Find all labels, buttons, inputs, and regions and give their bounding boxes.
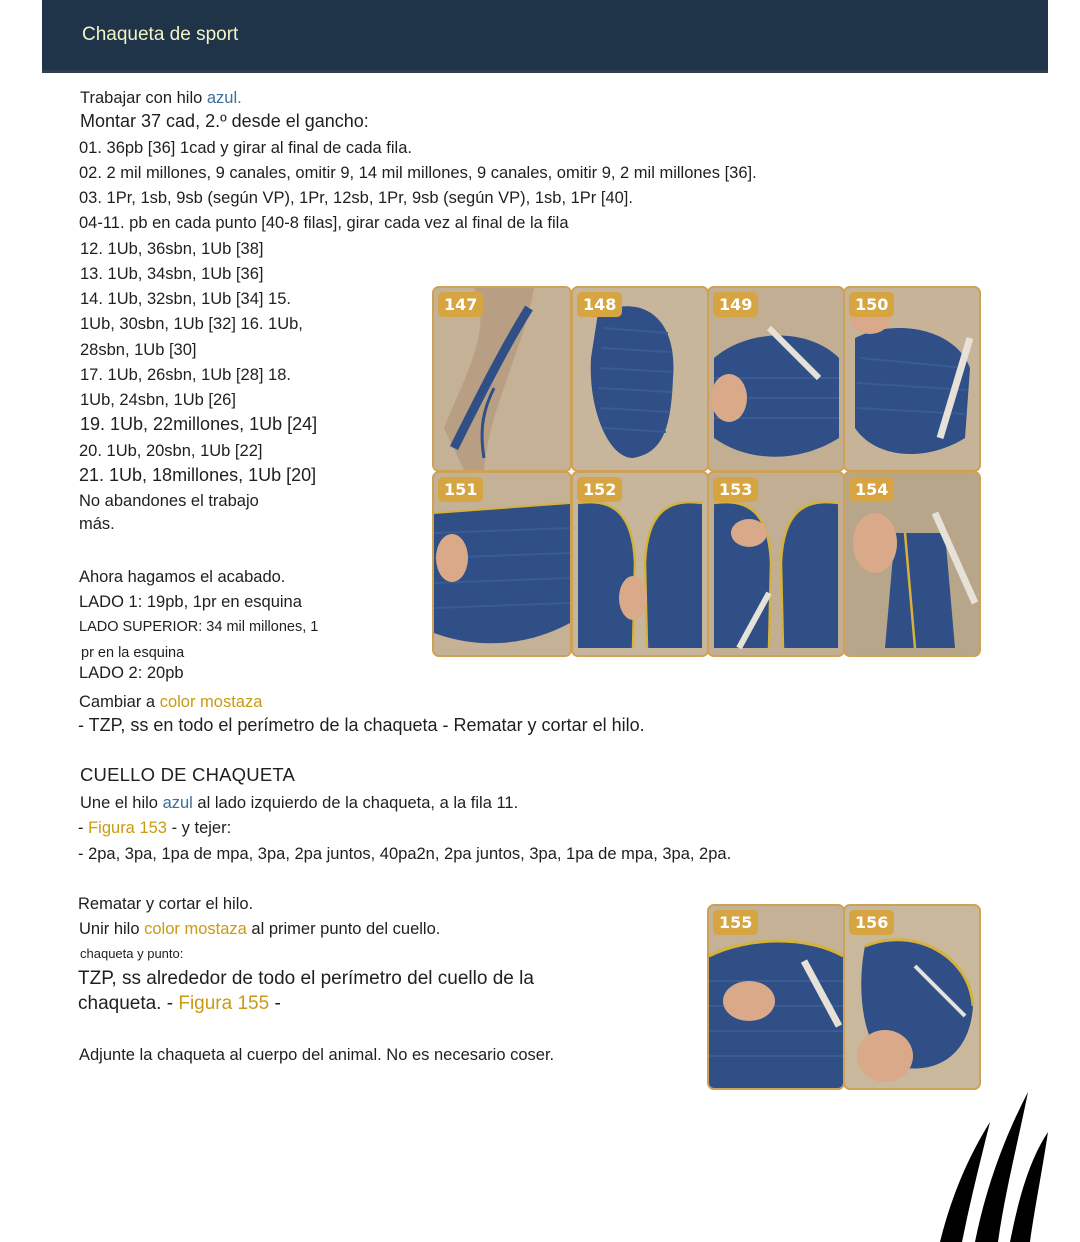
figure-badge: 156: [849, 910, 894, 935]
finish-side2: LADO 2: 20pb: [79, 664, 184, 682]
figure-badge: 155: [713, 910, 758, 935]
figure-badge: 153: [713, 477, 758, 502]
row-line: 13. 1Ub, 34sbn, 1Ub [36]: [80, 265, 264, 283]
collar-small-note: chaqueta y punto:: [80, 946, 184, 961]
figure-badge: 154: [849, 477, 894, 502]
figure-badge: 149: [713, 292, 758, 317]
color-mostaza: color mostaza: [159, 693, 263, 711]
row-line: 03. 1Pr, 1sb, 9sb (según VP), 1Pr, 12sb, 1Pr, 9sb (según VP), 1sb, 1Pr [40].: [79, 189, 633, 207]
row-line: 01. 36pb [36] 1cad y girar al final de cada fila.: [79, 139, 412, 157]
cast-on-line: Montar 37 cad, 2.º desde el gancho:: [80, 111, 369, 131]
page-title: Chaqueta de sport: [82, 24, 239, 45]
claw-marks-icon: [910, 1062, 1050, 1242]
tzp-line: - TZP, ss en todo el perímetro de la chaqueta - Rematar y cortar el hilo.: [78, 715, 645, 735]
figure-badge: 151: [438, 477, 483, 502]
color-azul: azul.: [206, 89, 242, 107]
figure-photo: [843, 471, 981, 657]
row-line: 21. 1Ub, 18millones, 1Ub [20]: [79, 465, 317, 485]
figure-photo: [843, 286, 981, 472]
collar-join: Une el hilo azul al lado izquierdo de la chaqueta, a la fila 11.: [80, 794, 519, 812]
figure-badge: 152: [577, 477, 622, 502]
collar-unir: Unir hilo color mostaza al primer punto del cuello.: [79, 920, 441, 938]
finish-top-a: LADO SUPERIOR: 34 mil millones, 1: [79, 619, 319, 635]
change-color-line: Cambiar a color mostaza: [79, 693, 263, 711]
finish-side1: LADO 1: 19pb, 1pr en esquina: [79, 593, 302, 611]
collar-heading: CUELLO DE CHAQUETA: [80, 764, 296, 785]
row-line: 28sbn, 1Ub [30]: [80, 341, 197, 359]
row-line: 17. 1Ub, 26sbn, 1Ub [28] 18.: [80, 366, 291, 384]
figure-photo: [571, 471, 709, 657]
collar-stitches: - 2pa, 3pa, 1pa de mpa, 3pa, 2pa juntos, 40pa2n, 2pa juntos, 3pa, 1pa de mpa, 3pa, 2pa.: [78, 845, 732, 863]
figure-photo: [707, 904, 845, 1090]
finish-top-b: pr en la esquina: [81, 645, 185, 661]
finish-intro: Ahora hagamos el acabado.: [79, 568, 286, 586]
collar-tzp-b: chaqueta. - Figura 155 -: [78, 993, 281, 1014]
figure-photo: [707, 471, 845, 657]
row-line: 02. 2 mil millones, 9 canales, omitir 9, 14 mil millones, 9 canales, omitir 9, 2 mil millones [36].: [79, 164, 757, 182]
row-line: 14. 1Ub, 32sbn, 1Ub [34] 15.: [80, 290, 291, 308]
row-line: 1Ub, 30sbn, 1Ub [32] 16. 1Ub,: [80, 315, 303, 333]
collar-attach: Adjunte la chaqueta al cuerpo del animal. No es necesario coser.: [79, 1046, 555, 1064]
header-bar: [42, 0, 1048, 73]
figure-badge: 147: [438, 292, 483, 317]
collar-figure-ref: - Figura 153 - y tejer:: [78, 819, 232, 837]
row-line: 19. 1Ub, 22millones, 1Ub [24]: [80, 414, 318, 434]
figure-photo: [432, 471, 572, 657]
row-line: 1Ub, 24sbn, 1Ub [26]: [80, 391, 236, 409]
figure-photo: [571, 286, 709, 472]
row-line: 12. 1Ub, 36sbn, 1Ub [38]: [80, 240, 264, 258]
collar-tzp-a: TZP, ss alrededor de todo el perímetro del cuello de la: [78, 968, 534, 989]
row-line: 20. 1Ub, 20sbn, 1Ub [22]: [79, 442, 263, 460]
figure-badge: 148: [577, 292, 622, 317]
figure-photo: [432, 286, 572, 472]
work-color-line: Trabajar con hilo azul.: [80, 89, 242, 107]
figure-photo: [707, 286, 845, 472]
row-line: más.: [79, 515, 115, 533]
figure-badge: 150: [849, 292, 894, 317]
row-line: No abandones el trabajo: [79, 492, 259, 510]
collar-fasten: Rematar y cortar el hilo.: [78, 895, 254, 913]
row-line: 04-11. pb en cada punto [40-8 filas], girar cada vez al final de la fila: [79, 214, 569, 232]
figure-link: Figura 153: [88, 819, 167, 837]
